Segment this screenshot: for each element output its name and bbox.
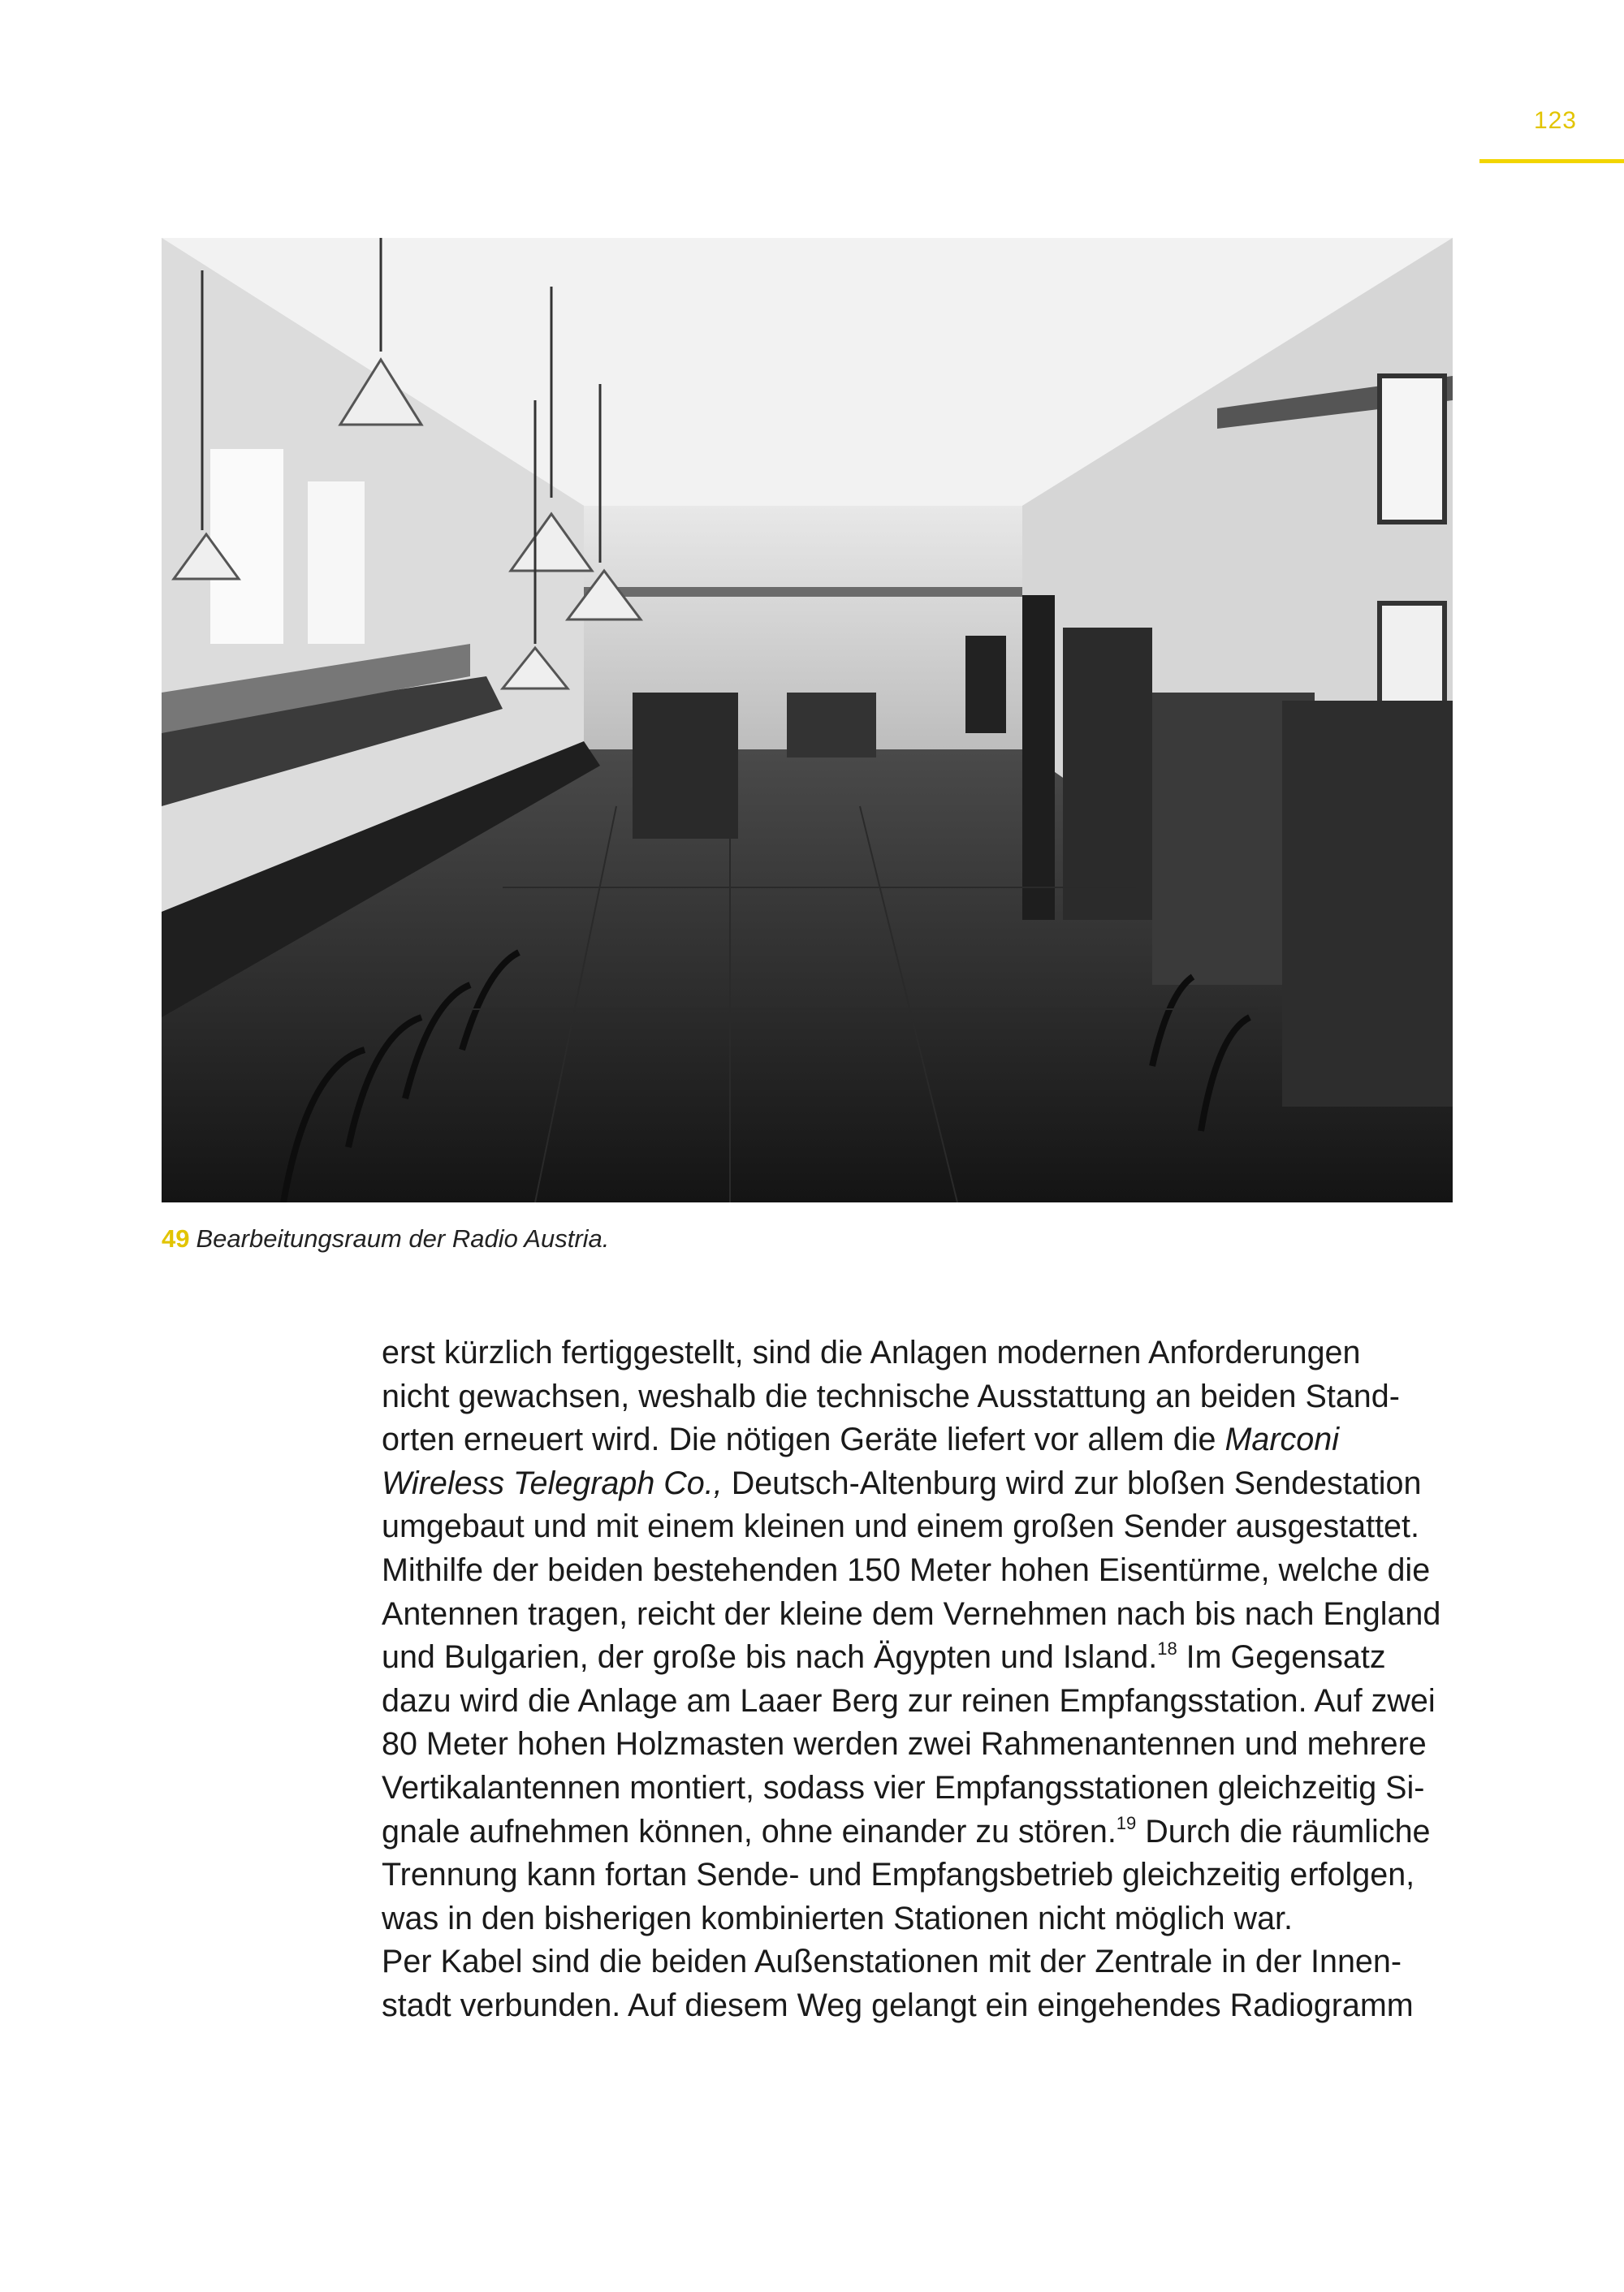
text-line: Mithilfe der beiden bestehenden 150 Meter hohen Eisentürme, welche die [382, 1552, 1431, 1588]
text-line: stadt verbunden. Auf diesem Weg gelangt ein eingehendes Radiogramm [382, 1987, 1414, 2023]
office-hall-illustration [162, 238, 1453, 1202]
text-segment: gnale aufnehmen können, ohne einander zu stören. [382, 1813, 1116, 1850]
text-line [382, 1418, 1462, 1462]
text-segment: Im Gegensatz [1177, 1639, 1386, 1676]
text-line: Antennen tragen, reicht der kleine dem Vernehmen nach bis nach England [382, 1595, 1441, 1632]
text-line [382, 1462, 1462, 1506]
text-line: Trennung kann fortan Sende- und Empfangsbetrieb gleichzeitig erfolgen, [382, 1857, 1415, 1893]
text-line: Vertikalantennen montiert, sodass vier Empfangsstationen gleichzeitig Si- [382, 1769, 1425, 1806]
page-number: 123 [1533, 107, 1577, 134]
footnote-ref-19[interactable]: 19 [1116, 1812, 1137, 1833]
figure-number: 49 [162, 1224, 190, 1253]
text-segment: Durch die räumliche [1136, 1813, 1431, 1850]
text-line: umgebaut und mit einem kleinen und einem großen Sender ausgestattet. [382, 1509, 1419, 1545]
text-line: was in den bisherigen kombinierten Stationen nicht möglich war. [382, 1900, 1293, 1936]
text-line: nicht gewachsen, weshalb die technische Ausstattung an beiden Stand- [382, 1378, 1400, 1414]
text-line [382, 1636, 1462, 1680]
figure-caption [162, 1224, 609, 1254]
text-line: 80 Meter hohen Holzmasten werden zwei Rahmenantennen und mehrere [382, 1726, 1427, 1763]
text-segment: orten erneuert wird. Die nötigen Geräte liefert vor allem die [382, 1422, 1225, 1458]
text-line: dazu wird die Anlage am Laaer Berg zur reinen Empfangsstation. Auf zwei [382, 1682, 1436, 1719]
body-text [382, 1332, 1462, 2028]
page-number-rule [1479, 159, 1624, 163]
text-line: erst kürzlich fertiggestellt, sind die Anlagen modernen Anforderungen [382, 1335, 1361, 1370]
footnote-ref-18[interactable]: 18 [1157, 1638, 1177, 1660]
italic-company-name: Marconi [1224, 1422, 1339, 1458]
figure-caption-text: Bearbeitungsraum der Radio Austria. [196, 1224, 610, 1253]
text-segment: und Bulgarien, der große bis nach Ägypten und Island. [382, 1639, 1158, 1676]
text-segment: Deutsch-Altenburg wird zur bloßen Sendestation [722, 1465, 1422, 1501]
text-line: Per Kabel sind die beiden Außenstationen mit der Zentrale in der Innen- [382, 1944, 1402, 1980]
italic-company-name: Wireless Telegraph Co., [382, 1465, 723, 1501]
text-line [382, 1811, 1462, 1854]
figure-photo [162, 238, 1453, 1202]
